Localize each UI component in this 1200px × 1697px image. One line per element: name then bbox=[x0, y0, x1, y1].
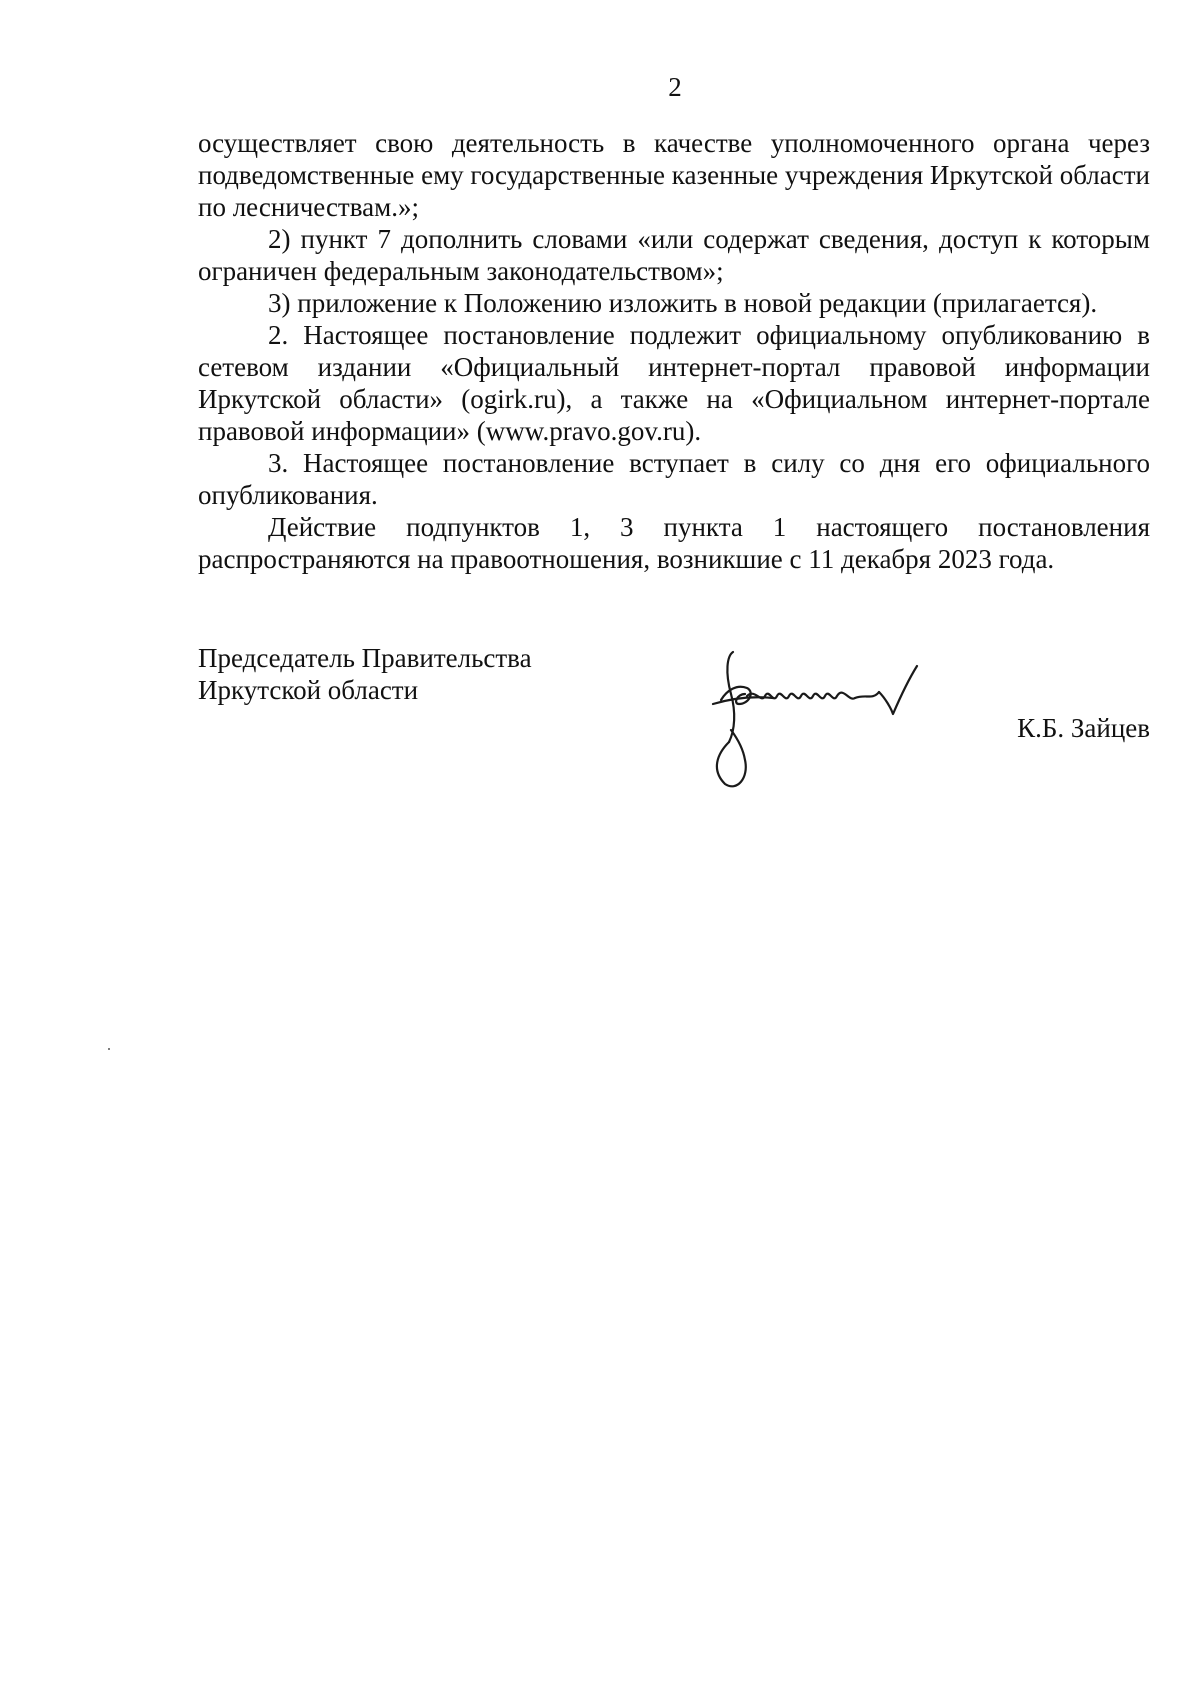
paragraph-item-2: 2. Настоящее постановление подлежит официальному опубликованию в сетевом издании «Официальный интернет-портал правовой информации Иркутской области» (ogirk.ru), а также на «Официальном интернет-портале правовой информации» (www.pravo.gov.ru). bbox=[198, 320, 1150, 446]
paragraph-effective-date: Действие подпунктов 1, 3 пункта 1 настоящего постановления распространяются на правоотношения, возникшие с 11 декабря 2023 года. bbox=[198, 512, 1150, 574]
signer-position-line1: Председатель Правительства bbox=[198, 643, 532, 673]
signer-position-line2: Иркутской области bbox=[198, 675, 419, 705]
paragraph-subitem-3: 3) приложение к Положению изложить в новой редакции (прилагается). bbox=[268, 288, 1098, 318]
handwritten-signature bbox=[703, 642, 958, 792]
paragraph-subitem-2: 2) пункт 7 дополнить словами «или содержат сведения, доступ к которым ограничен федеральным законодательством»; bbox=[198, 224, 1150, 286]
document-body bbox=[198, 127, 1150, 575]
signature-block bbox=[198, 642, 1150, 802]
scan-speck bbox=[108, 1048, 110, 1050]
signer-position bbox=[198, 642, 532, 706]
page-number: 2 bbox=[668, 72, 682, 102]
signer-name: К.Б. Зайцев bbox=[1017, 713, 1150, 743]
paragraph-continuation: осуществляет свою деятельность в качестве уполномоченного органа через подведомственные ему государственные казенные учреждения Иркутской области по лесничествам.»; bbox=[198, 128, 1150, 222]
paragraph-item-3: 3. Настоящее постановление вступает в силу со дня его официального опубликования. bbox=[198, 448, 1150, 510]
